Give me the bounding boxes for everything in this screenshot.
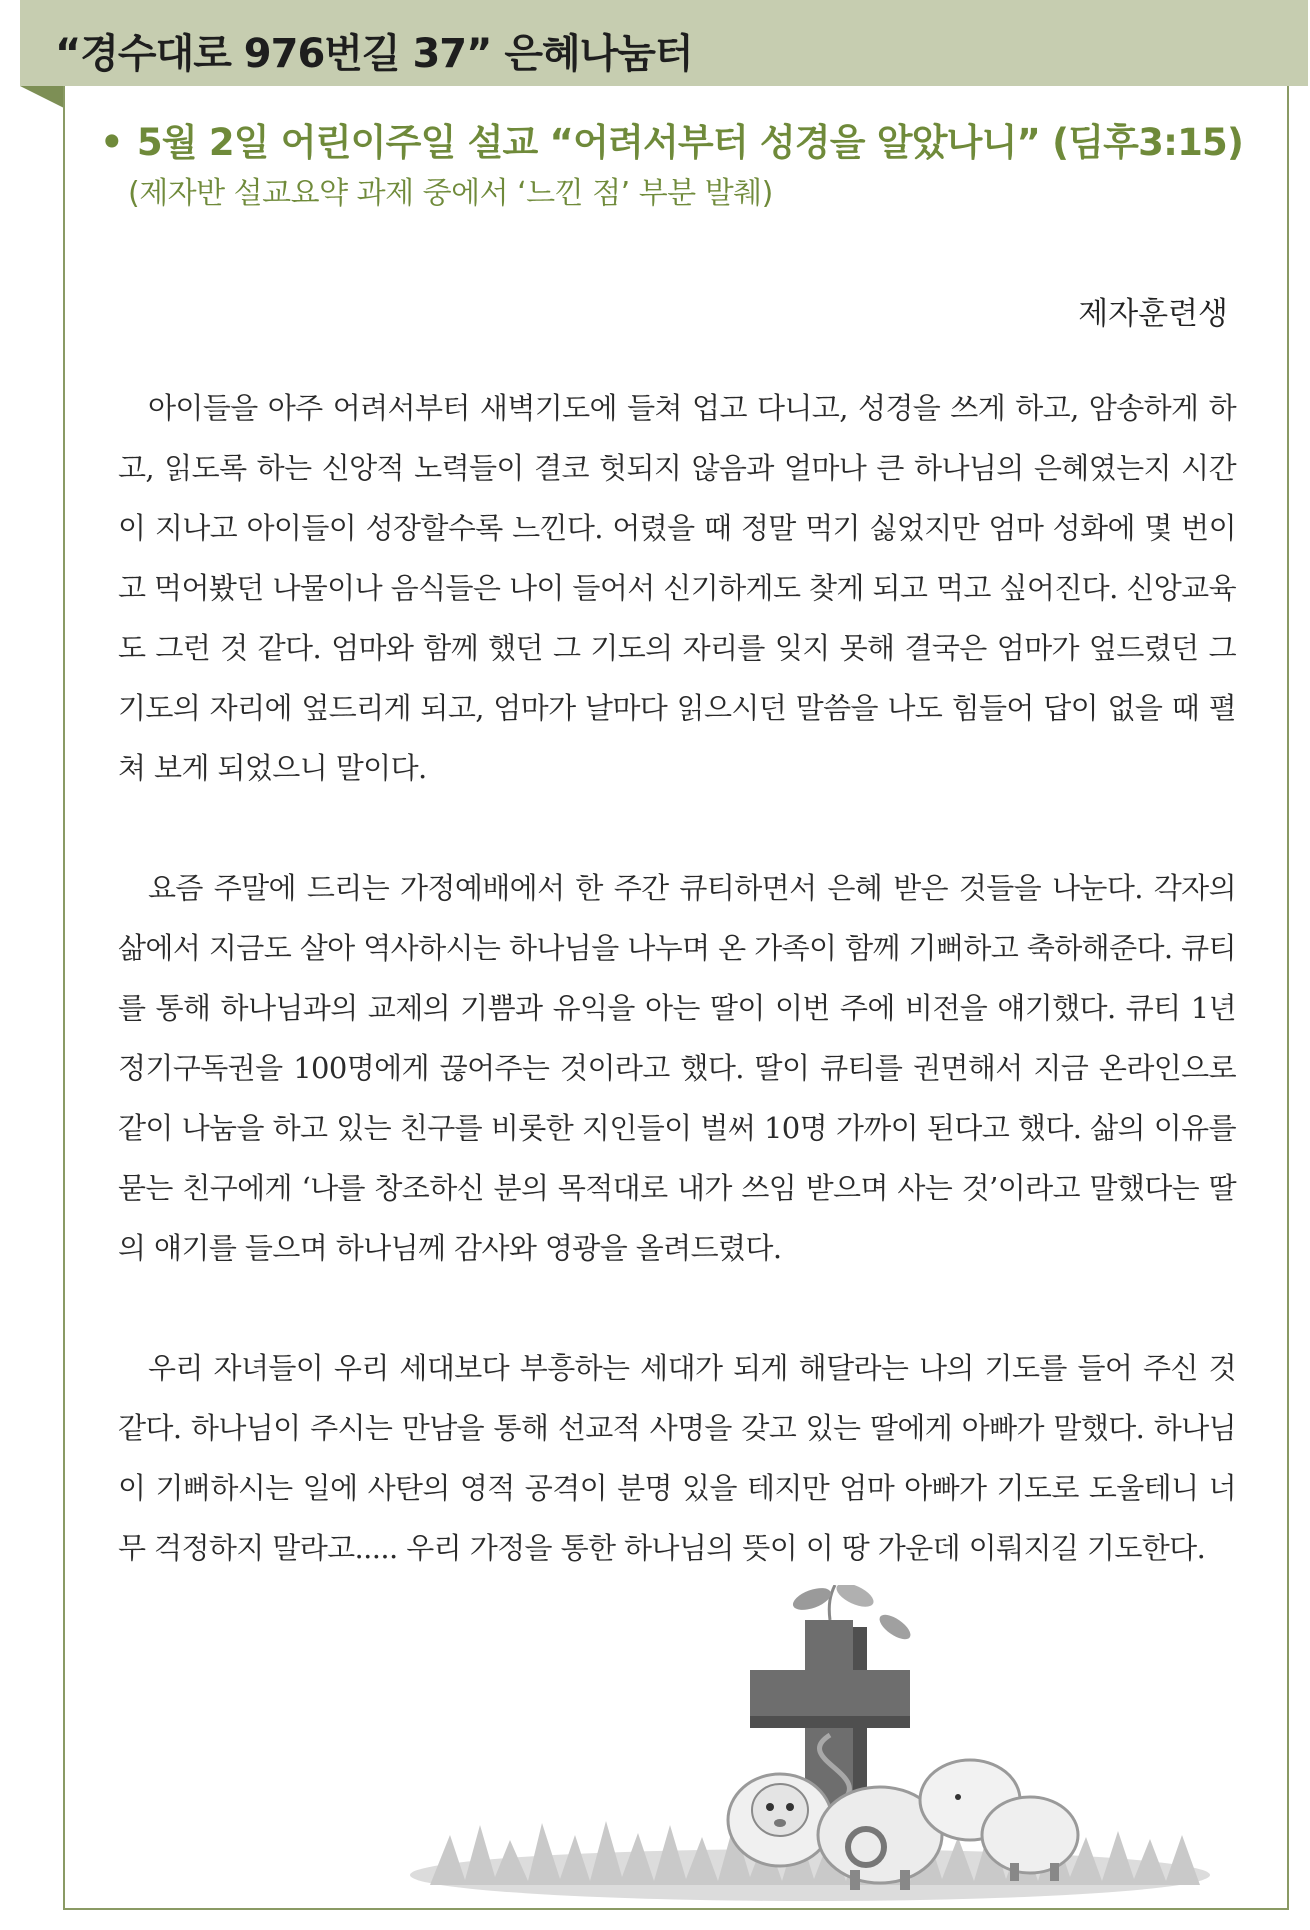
- sermon-heading: [100, 112, 1243, 166]
- sermon-title: 5월 2일 어린이주일 설교 “어려서부터 성경을 알았나니” (딤후3:15): [136, 121, 1244, 164]
- paragraph-2: 요즘 주말에 드리는 가정예배에서 한 주간 큐티하면서 은혜 받은 것들을 나눈다. 각자의 삶에서 지금도 살아 역사하시는 하나님을 나누며 온 가족이 함께 기뻐하고 축하해준다. 큐티를 통해 하나님과의 교제의 기쁨과 유익을 아는 딸이 이번 주에 비전을 얘기했다. 큐티 1년 정기구독권을 100명에게 끊어주는 것이라고 했다. 딸이 큐티를 권면해서 지금 온라인으로 같이 나눔을 하고 있는 친구를 비롯한 지인들이 벌써 10명 가까이 된다고 했다. 삶의 이유를 묻는 친구에게 ‘나를 창조하신 분의 목적대로 내가 쓰임 받으며 사는 것’이라고 말했다는 딸의 얘기를 들으며 하나님께 감사와 영광을 올려드렸다.: [118, 871, 1236, 1265]
- sermon-subtitle: (제자반 설교요약 과제 중에서 ‘느낀 점’ 부분 발췌): [128, 176, 773, 211]
- article-body: [118, 378, 1236, 1638]
- header-fold-decoration: [20, 86, 64, 108]
- page-title: “경수대로 976번길 37” 은혜나눔터: [55, 31, 693, 77]
- bullet-icon: •: [100, 121, 123, 164]
- paragraph-3: 우리 자녀들이 우리 세대보다 부흥하는 세대가 되게 해달라는 나의 기도를 들어 주신 것 같다. 하나님이 주시는 만남을 통해 선교적 사명을 갖고 있는 딸에게 아빠가 말했다. 하나님이 기뻐하시는 일에 사탄의 영적 공격이 분명 있을 테지만 엄마 아빠가 기도로 도울테니 너무 걱정하지 말라고..... 우리 가정을 통한 하나님의 뜻이 이 땅 가운데 이뤄지길 기도한다.: [118, 1351, 1236, 1565]
- author-name: 제자훈련생: [1078, 296, 1228, 332]
- paragraph-1: 아이들을 아주 어려서부터 새벽기도에 들쳐 업고 다니고, 성경을 쓰게 하고, 암송하게 하고, 읽도록 하는 신앙적 노력들이 결코 헛되지 않음과 얼마나 큰 하나님의 은혜였는지 시간이 지나고 아이들이 성장할수록 느낀다. 어렸을 때 정말 먹기 싫었지만 엄마 성화에 몇 번이고 먹어봤던 나물이나 음식들은 나이 들어서 신기하게도 찾게 되고 먹고 싶어진다. 신앙교육도 그런 것 같다. 엄마와 함께 했던 그 기도의 자리를 잊지 못해 결국은 엄마가 엎드렸던 그 기도의 자리에 엎드리게 되고, 엄마가 날마다 읽으시던 말씀을 나도 힘들어 답이 없을 때 펼쳐 보게 되었으니 말이다.: [118, 391, 1236, 785]
- cross-sheep-grass-illustration: [410, 1585, 1240, 1905]
